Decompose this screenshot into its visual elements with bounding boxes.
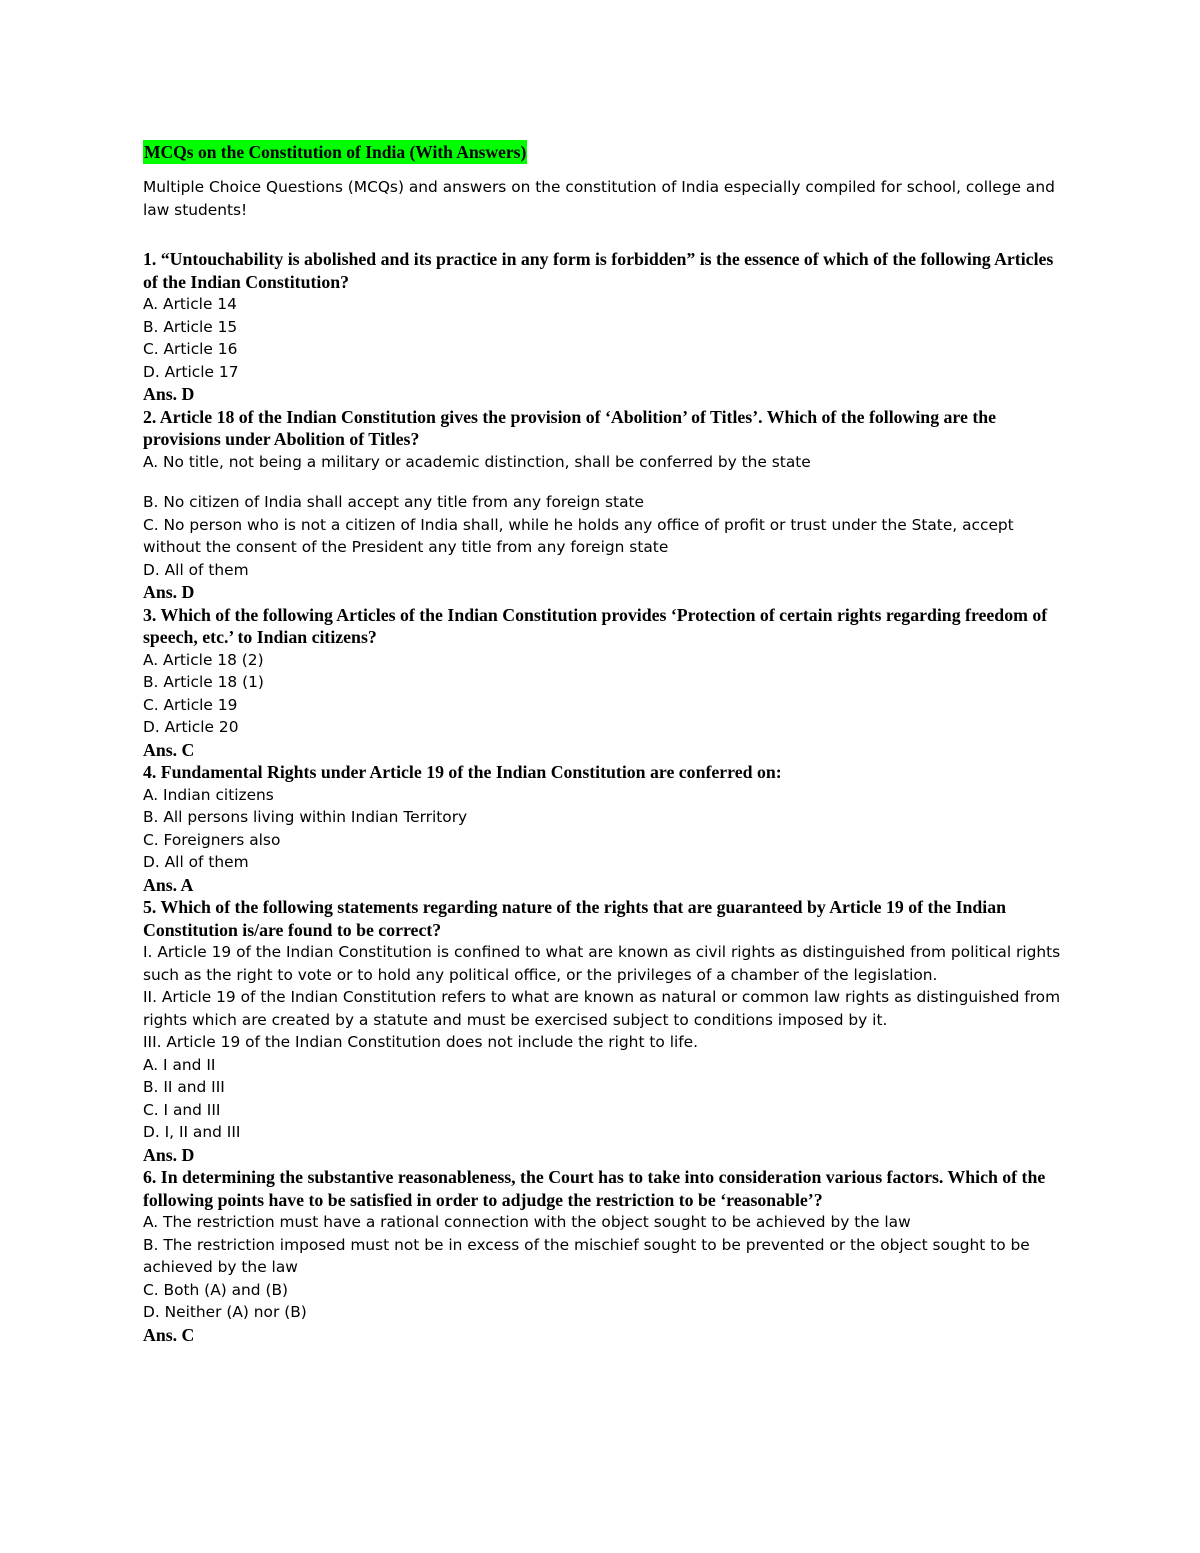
option: D. All of them bbox=[143, 560, 249, 579]
option: B. II and III bbox=[143, 1078, 225, 1096]
option: C. Foreigners also bbox=[143, 830, 281, 849]
question-text: 2. Article 18 of the Indian Constitution gives the provision of ‘Abolition’ of Titles’. Which of the following are the provisions under Abolition of Titles? bbox=[143, 406, 997, 449]
question-block-3 bbox=[143, 604, 1063, 762]
option: C. Article 19 bbox=[143, 695, 238, 714]
question-block-5 bbox=[143, 896, 1063, 1166]
option: B. Article 18 (1) bbox=[143, 673, 264, 691]
answer-text: Ans. D bbox=[143, 1144, 195, 1165]
option: A. Article 18 (2) bbox=[143, 650, 264, 669]
question-block-6 bbox=[143, 1166, 1063, 1346]
answer-text: Ans. D bbox=[143, 384, 195, 404]
answer-text: Ans. C bbox=[143, 1324, 195, 1345]
option: A. The restriction must have a rational connection with the object sought to be achieved by the law bbox=[143, 1213, 911, 1231]
answer-text: Ans. D bbox=[143, 582, 195, 602]
answer-text: Ans. C bbox=[143, 739, 195, 760]
statement: I. Article 19 of the Indian Constitution is confined to what are known as civil rights as distinguished from political rights such as the right to vote or to hold any political office, or the privileges of a chamber of the legislation. bbox=[143, 943, 1061, 984]
intro-paragraph: Multiple Choice Questions (MCQs) and answers on the constitution of India especially compiled for school, college and law students! bbox=[143, 178, 1055, 219]
question-text: 6. In determining the substantive reasonableness, the Court has to take into consideration various factors. Which of the following points have to be satisfied in order to adjudge the restriction to be ‘reasonable’? bbox=[143, 1167, 1046, 1210]
question-block-4 bbox=[143, 761, 1063, 896]
question-text: 4. Fundamental Rights under Article 19 of the Indian Constitution are conferred on: bbox=[143, 762, 782, 782]
option: A. No title, not being a military or academic distinction, shall be conferred by the state bbox=[143, 452, 811, 471]
option: D. I, II and III bbox=[143, 1123, 241, 1141]
option: A. Article 14 bbox=[143, 295, 237, 313]
option: B. All persons living within Indian Territory bbox=[143, 808, 468, 826]
title-row bbox=[143, 140, 1063, 168]
option: B. The restriction imposed must not be in excess of the mischief sought to be prevented or the object sought to be achieved by the law bbox=[143, 1235, 1030, 1276]
option: C. I and III bbox=[143, 1100, 221, 1119]
option: A. Indian citizens bbox=[143, 785, 274, 804]
question-block-1 bbox=[143, 248, 1063, 406]
option: D. Article 20 bbox=[143, 718, 239, 736]
option: C. No person who is not a citizen of India shall, while he holds any office of profit or trust under the State, accept without the consent of the President any title from any foreign state bbox=[143, 515, 1014, 556]
document-title: MCQs on the Constitution of India (With Answers) bbox=[144, 142, 527, 162]
statement: III. Article 19 of the Indian Constitution does not include the right to life. bbox=[143, 1033, 699, 1051]
statement: II. Article 19 of the Indian Constitution refers to what are known as natural or common law rights as distinguished from rights which are created by a statute and must be exercised subject to conditions imposed by it. bbox=[143, 988, 1061, 1029]
option: B. No citizen of India shall accept any title from any foreign state bbox=[143, 493, 644, 511]
option: B. Article 15 bbox=[143, 317, 238, 336]
option: C. Article 16 bbox=[143, 340, 238, 358]
option: D. Neither (A) nor (B) bbox=[143, 1303, 307, 1321]
option: D. All of them bbox=[143, 853, 249, 871]
question-text: 1. “Untouchability is abolished and its practice in any form is forbidden” is the essence of which of the following Articles of the Indian Constitution? bbox=[143, 249, 1054, 292]
option: A. I and II bbox=[143, 1055, 216, 1074]
option: D. Article 17 bbox=[143, 362, 239, 381]
document-content bbox=[143, 140, 1063, 1346]
answer-text: Ans. A bbox=[143, 874, 194, 895]
question-text: 3. Which of the following Articles of the Indian Constitution provides ‘Protection of certain rights regarding freedom of speech, etc.’ to Indian citizens? bbox=[143, 604, 1048, 647]
option: C. Both (A) and (B) bbox=[143, 1280, 289, 1299]
question-block-2 bbox=[143, 406, 1063, 604]
question-text: 5. Which of the following statements regarding nature of the rights that are guaranteed by Article 19 of the Indian Constitution is/are found to be correct? bbox=[143, 897, 1007, 940]
